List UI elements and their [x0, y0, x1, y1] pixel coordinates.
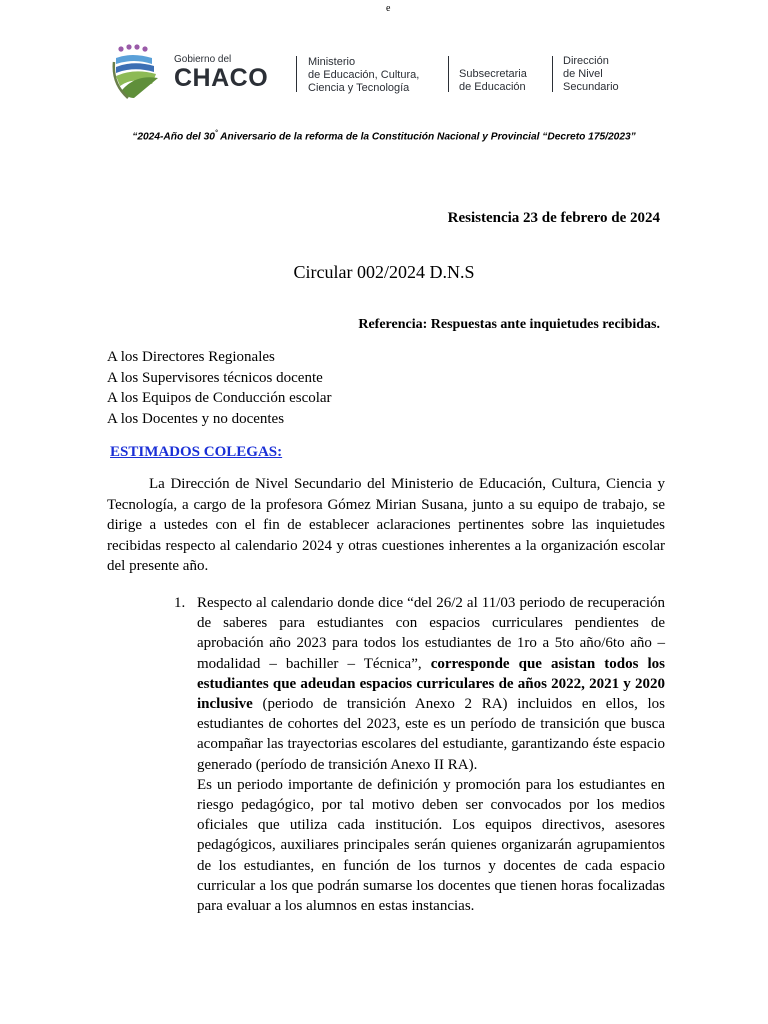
item-body [197, 593, 665, 916]
document-title: Circular 002/2024 D.N.S [293, 262, 475, 282]
direccion-name: Dirección de Nivel Secundario [563, 55, 619, 93]
item-emphasis: corresponde que asistan todos los estudiantes que adeudan espacios curriculares de años 2022, 2021 y 2020 inclusive [197, 655, 666, 713]
intro-paragraph: La Dirección de Nivel Secundario del Ministerio de Educación, Cultura, Ciencia y Tecnología, a cargo de la profesora Gómez Mirian Susana, junto a su equipo de trabajo, se dirige a ustedes con el fin de establecer aclaraciones pertinentes sobre las inquietudes recibidas respecto al calendario 2024 y otras cuestiones inherentes a la organización escolar del presente año. [107, 476, 665, 574]
header-divider [448, 56, 449, 92]
ministry-name: Ministerio de Educación, Cultura, Ciencia y Tecnología [308, 56, 420, 94]
document-date: Resistencia 23 de febrero de 2024 [447, 210, 660, 226]
recipients-list [107, 347, 332, 429]
recipient: A los Directores Regionales [107, 349, 275, 365]
reference-line: Referencia: Respuestas ante inquietudes recibidas. [358, 317, 660, 332]
header-divider [552, 56, 553, 92]
header-divider [296, 56, 297, 92]
recipient: A los Supervisores técnicos docente [107, 369, 323, 386]
page-mark: e [386, 3, 391, 14]
recipient: A los Docentes y no docentes [107, 410, 285, 427]
government-label: Gobierno del [174, 54, 232, 65]
item-paragraph: Es un periodo importante de definición y promoción para los estudiantes en riesgo pedagógico, por tal motivo deben ser convocados por los medios oficiales que utiliza cada institución. Los equipos directivos, asesores pedagógicos, auxiliares principales serán quienes organizarán agrupamientos de los estudiantes, en función de los turnos y docentes de cada espacio curricular a los que podrán sumarse los docentes que tienen horas focalizadas para evaluar a los alumnos en estas instancias. [197, 776, 665, 915]
item-paragraph: Respecto al calendario donde dice “del 26/2 al 11/03 periodo de recuperación de saberes para estudiantes con espacios curriculares pendientes de aprobación año 2023 para todos los estudiantes de 1ro a 5to año/6to año – modalidad – bachiller – Técnica”, corresponde que asistan todos los estudiantes que adeudan espacios curriculares de años 2022, 2021 y 2020 inclusive (periodo de transición Anexo 2 RA) incluidos en ellos, los estudiantes de cohortes del 2023, este es un período de transición que busca acompañar las trayectorias escolares del estudiante, garantizando éste espacio generado (período de transición Anexo II RA). [197, 595, 666, 773]
chaco-logo-icon [112, 44, 164, 100]
province-name: CHACO [174, 64, 269, 92]
government-name [174, 54, 268, 91]
numbered-item [174, 593, 665, 916]
subsecretaria-name: Subsecretaria de Educación [459, 68, 527, 93]
anniversary-motto: “2024-Año del 30° Aniversario de la reforma de la Constitución Nacional y Provincial “Decreto 175/2023” [132, 130, 636, 143]
letterhead [112, 44, 652, 104]
greeting: ESTIMADOS COLEGAS: [110, 444, 283, 460]
recipient: A los Equipos de Conducción escolar [107, 390, 332, 406]
item-number: 1. [174, 595, 186, 611]
